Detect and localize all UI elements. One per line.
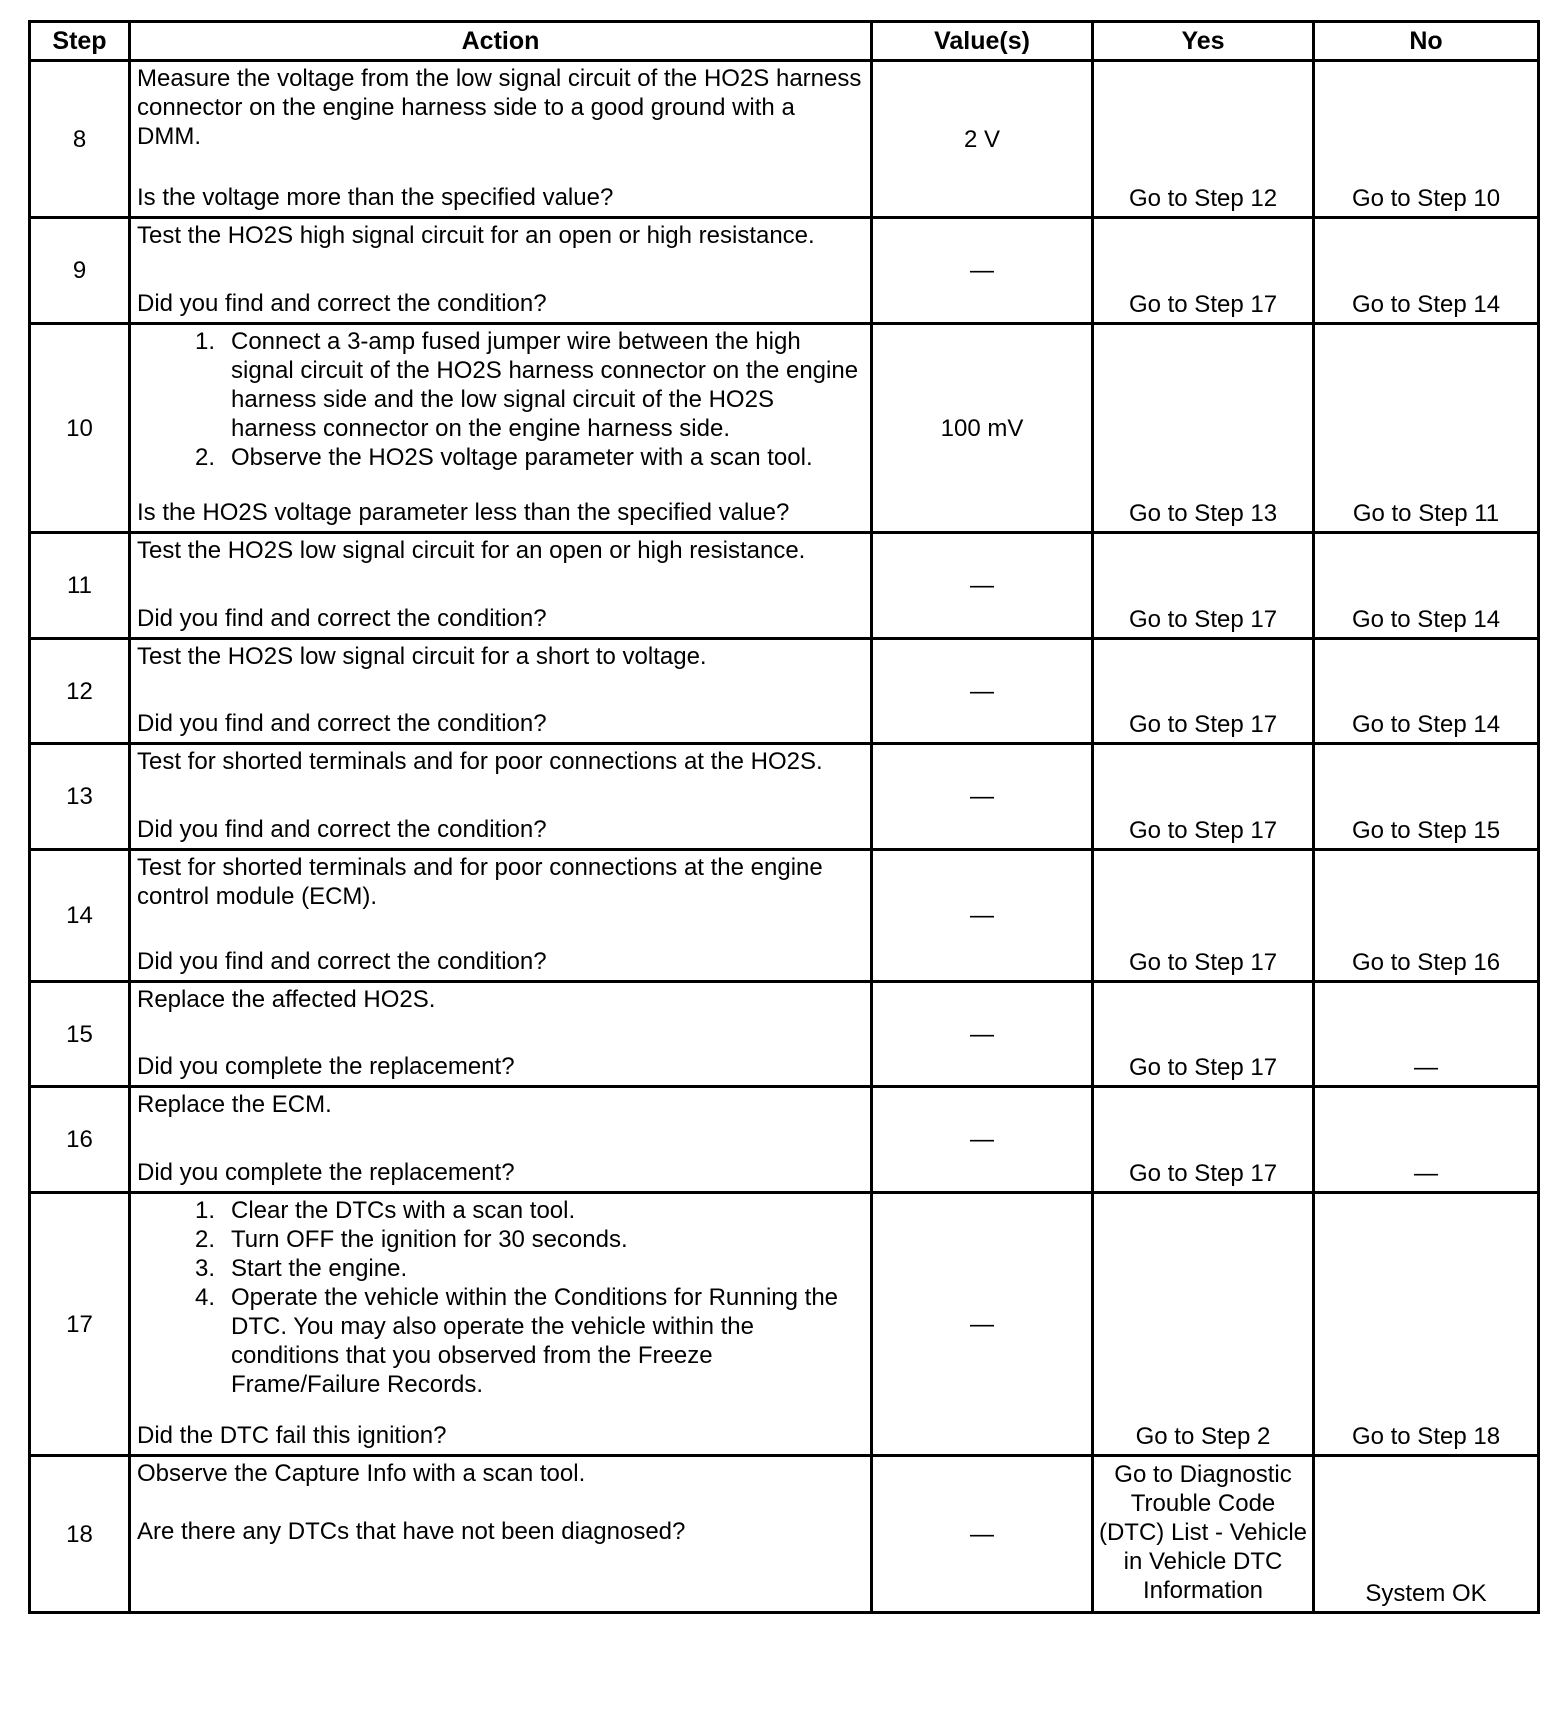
action-question: Is the HO2S voltage parameter less than the specified value? <box>137 499 790 526</box>
table-row <box>30 1456 1539 1613</box>
action-question: Did the DTC fail this ignition? <box>137 1422 447 1449</box>
table-header-row <box>30 22 1539 61</box>
no-cell: Go to Step 15 <box>1314 744 1539 850</box>
no-cell: Go to Step 10 <box>1314 61 1539 218</box>
value-cell: — <box>872 982 1093 1087</box>
yes-cell: Go to Step 17 <box>1093 1087 1314 1193</box>
header-action: Action <box>130 22 872 61</box>
action-cell <box>130 850 872 982</box>
value-cell: — <box>872 850 1093 982</box>
action-cell <box>130 1193 872 1456</box>
no-cell: System OK <box>1314 1456 1539 1613</box>
no-cell: — <box>1314 982 1539 1087</box>
yes-cell: Go to Step 13 <box>1093 324 1314 533</box>
action-cell <box>130 744 872 850</box>
diagnostic-steps-table <box>28 20 1540 1614</box>
list-item-text: Connect a 3-amp fused jumper wire between the high signal circuit of the HO2S harness connector on the engine harness side and the low signal circuit of the HO2S harness connector on the engine harness side. <box>231 328 859 442</box>
no-cell: Go to Step 14 <box>1314 218 1539 324</box>
table-row <box>30 982 1539 1087</box>
yes-cell: Go to Step 2 <box>1093 1193 1314 1456</box>
step-number: 10 <box>30 324 130 533</box>
value-cell: — <box>872 218 1093 324</box>
list-item-text: Clear the DTCs with a scan tool. <box>231 1197 576 1224</box>
action-question: Did you find and correct the condition? <box>137 710 547 737</box>
table-row <box>30 850 1539 982</box>
step-number: 18 <box>30 1456 130 1613</box>
list-item-text: Observe the HO2S voltage parameter with a scan tool. <box>231 444 813 471</box>
action-cell <box>130 1456 872 1613</box>
step-number: 15 <box>30 982 130 1087</box>
table-row <box>30 324 1539 533</box>
step-number: 13 <box>30 744 130 850</box>
header-no: No <box>1314 22 1539 61</box>
list-item-text: Operate the vehicle within the Conditions for Running the DTC. You may also operate the vehicle within the conditions that you observed from the Freeze Frame/Failure Records. <box>231 1284 839 1398</box>
action-cell <box>130 533 872 639</box>
value-cell: — <box>872 1087 1093 1193</box>
table-row <box>30 639 1539 744</box>
list-item: 2. Observe the HO2S voltage parameter with a scan tool. <box>137 443 864 472</box>
value-cell: 2 V <box>872 61 1093 218</box>
list-item: 4. Operate the vehicle within the Conditions for Running the DTC. You may also operate the vehicle within the conditions that you observed from the Freeze Frame/Failure Records. <box>137 1283 864 1399</box>
action-cell <box>130 982 872 1087</box>
value-cell: 100 mV <box>872 324 1093 533</box>
action-instruction: Replace the ECM. <box>137 1091 332 1118</box>
action-instruction: Test the HO2S high signal circuit for an open or high resistance. <box>137 222 815 249</box>
no-cell: Go to Step 11 <box>1314 324 1539 533</box>
action-question: Did you complete the replacement? <box>137 1053 515 1080</box>
table-row <box>30 533 1539 639</box>
step-number: 14 <box>30 850 130 982</box>
value-cell: — <box>872 533 1093 639</box>
no-cell: Go to Step 14 <box>1314 533 1539 639</box>
no-cell: Go to Step 14 <box>1314 639 1539 744</box>
action-cell <box>130 61 872 218</box>
action-question: Did you complete the replacement? <box>137 1159 515 1186</box>
yes-cell: Go to Step 17 <box>1093 639 1314 744</box>
action-instruction: Test the HO2S low signal circuit for a short to voltage. <box>137 643 707 670</box>
action-question: Is the voltage more than the specified value? <box>137 184 614 211</box>
header-step: Step <box>30 22 130 61</box>
table-row <box>30 61 1539 218</box>
no-cell: Go to Step 18 <box>1314 1193 1539 1456</box>
action-instruction: Observe the Capture Info with a scan tool. <box>137 1460 586 1487</box>
value-cell: — <box>872 744 1093 850</box>
step-number: 17 <box>30 1193 130 1456</box>
no-cell: Go to Step 16 <box>1314 850 1539 982</box>
header-yes: Yes <box>1093 22 1314 61</box>
step-number: 9 <box>30 218 130 324</box>
yes-cell: Go to Step 17 <box>1093 850 1314 982</box>
action-cell <box>130 639 872 744</box>
action-cell <box>130 324 872 533</box>
yes-cell: Go to Step 17 <box>1093 982 1314 1087</box>
list-item-text: Start the engine. <box>231 1255 408 1282</box>
action-question: Are there any DTCs that have not been diagnosed? <box>137 1518 686 1545</box>
list-item: 2. Turn OFF the ignition for 30 seconds. <box>137 1225 864 1254</box>
table-row <box>30 1193 1539 1456</box>
list-item: 3. Start the engine. <box>137 1254 864 1283</box>
action-question: Did you find and correct the condition? <box>137 290 547 317</box>
list-item-text: Turn OFF the ignition for 30 seconds. <box>231 1226 628 1253</box>
no-cell: — <box>1314 1087 1539 1193</box>
value-cell: — <box>872 1193 1093 1456</box>
value-cell: — <box>872 639 1093 744</box>
action-instruction: Test the HO2S low signal circuit for an open or high resistance. <box>137 537 806 564</box>
table-row <box>30 744 1539 850</box>
list-item: 1. Clear the DTCs with a scan tool. <box>137 1196 864 1225</box>
action-instruction: Test for shorted terminals and for poor connections at the engine control module (ECM). <box>137 854 823 910</box>
table-row <box>30 218 1539 324</box>
yes-cell: Go to Step 17 <box>1093 218 1314 324</box>
step-number: 8 <box>30 61 130 218</box>
action-numbered-list <box>137 327 864 472</box>
step-number: 12 <box>30 639 130 744</box>
step-number: 16 <box>30 1087 130 1193</box>
yes-cell: Go to Step 17 <box>1093 744 1314 850</box>
action-instruction: Measure the voltage from the low signal circuit of the HO2S harness connector on the engine harness side to a good ground with a DMM. <box>137 65 862 150</box>
diagnostic-table-container <box>28 20 1540 1614</box>
yes-cell: Go to Step 17 <box>1093 533 1314 639</box>
table-row <box>30 1087 1539 1193</box>
yes-cell: Go to Diagnostic Trouble Code (DTC) List - Vehicle in Vehicle DTC Information <box>1093 1456 1314 1613</box>
header-values: Value(s) <box>872 22 1093 61</box>
list-item: 1. Connect a 3-amp fused jumper wire between the high signal circuit of the HO2S harness connector on the engine harness side and the low signal circuit of the HO2S harness connector on the engine harness side. <box>137 327 864 443</box>
action-cell <box>130 218 872 324</box>
action-instruction: Replace the affected HO2S. <box>137 986 436 1013</box>
action-cell <box>130 1087 872 1193</box>
step-number: 11 <box>30 533 130 639</box>
action-numbered-list <box>137 1196 864 1399</box>
yes-cell: Go to Step 12 <box>1093 61 1314 218</box>
value-cell: — <box>872 1456 1093 1613</box>
action-question: Did you find and correct the condition? <box>137 948 547 975</box>
action-question: Did you find and correct the condition? <box>137 605 547 632</box>
action-instruction: Test for shorted terminals and for poor connections at the HO2S. <box>137 748 823 775</box>
action-question: Did you find and correct the condition? <box>137 816 547 843</box>
